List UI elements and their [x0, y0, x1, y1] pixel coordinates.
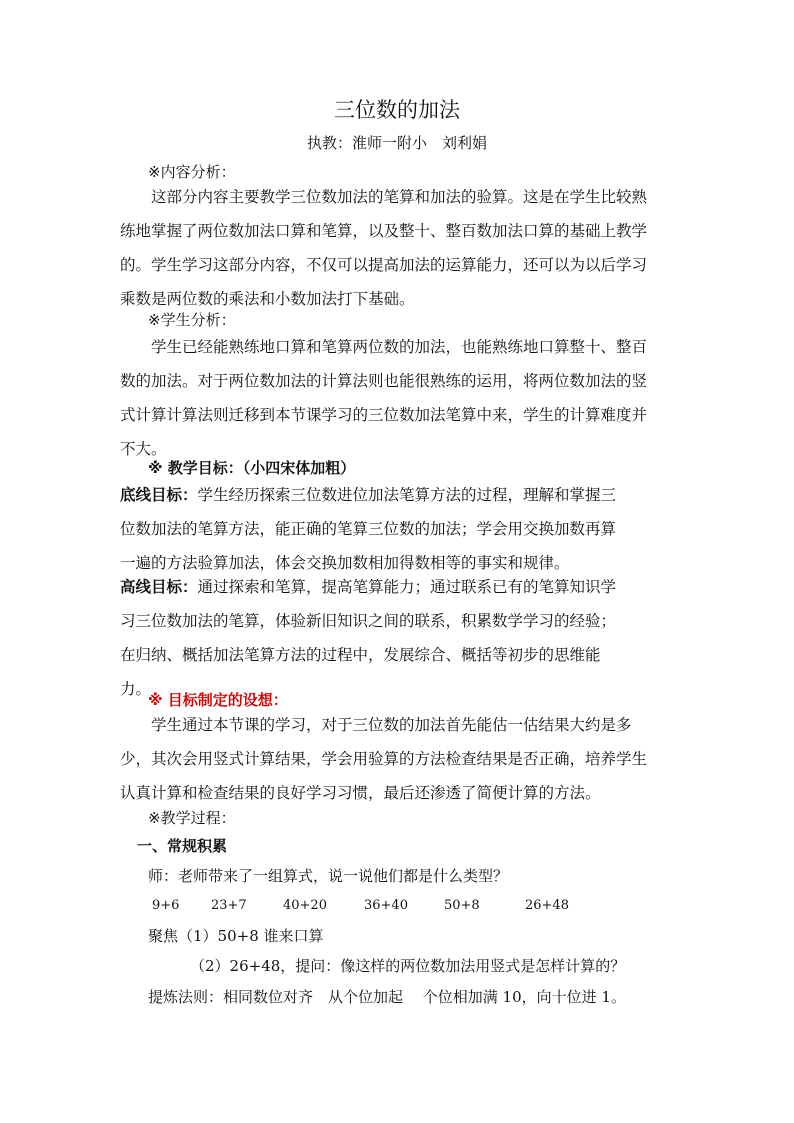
- paragraph-line: 数的加法。对于两位数加法的计算法则也能很熟练的运用，将两位数加法的竖: [120, 372, 648, 390]
- teaching-goals-heading: ※ 教学目标：（小四宋体加粗）: [148, 459, 356, 477]
- baseline-goal-paragraph: [120, 478, 680, 580]
- paragraph-line: 这部分内容主要教学三位数加法的笔算和加法的验算。这是在学生比较熟: [151, 188, 648, 206]
- formula-item: 9+6: [152, 898, 180, 913]
- paragraph-line: 认真计算和检查结果的良好学习习惯，最后还渗透了简便计算的方法。: [120, 784, 601, 802]
- student-analysis-paragraph: [120, 330, 680, 466]
- teaching-process-heading: ※教学过程：: [148, 809, 236, 827]
- paragraph-line: 练地掌握了两位数加法口算和笔算，以及整十、整百数加法口算的基础上教学: [120, 222, 648, 240]
- rule-summary-line: 提炼法则：相同数位对齐 从个位加起 个位相加满 10，向十位进 1。: [148, 988, 626, 1006]
- paragraph-line: 少，其次会用竖式计算结果，学会用验算的方法检查结果是否正确，培养学生: [120, 750, 648, 768]
- formula-item: 36+40: [364, 898, 408, 913]
- paragraph-line: 式计算计算法则迁移到本节课学习的三位数加法笔算中来，学生的计算难度并: [120, 406, 648, 424]
- formula-item: 50+8: [444, 898, 480, 913]
- highline-goal-paragraph: [120, 570, 680, 706]
- formula-item: 40+20: [283, 898, 327, 913]
- focus-line-1: 聚焦（1）50+8 谁来口算: [148, 927, 324, 945]
- author-line: 执教：淮师一附小 刘利娟: [306, 134, 487, 152]
- paragraph-line: 在归纳、概括加法笔算方法的过程中，发展综合、概括等初步的思维能: [120, 646, 601, 664]
- paragraph-line: 习三位数加法的笔算，体验新旧知识之间的联系，积累数学学习的经验；: [120, 612, 617, 630]
- content-analysis-paragraph: [120, 180, 680, 316]
- highline-goal-label: 高线目标：: [120, 578, 198, 596]
- paragraph-line: 学生通过本节课的学习，对于三位数的加法首先能估一估结果大约是多: [151, 716, 632, 734]
- goal-design-heading: ※ 目标制定的设想：: [148, 691, 288, 709]
- student-analysis-heading: ※学生分析：: [148, 311, 236, 329]
- paragraph-line: [120, 478, 680, 512]
- step1-heading: 一、常规积累: [137, 837, 228, 855]
- content-analysis-heading: ※内容分析：: [148, 163, 236, 181]
- paragraph-line: [120, 570, 680, 604]
- highline-goal-text: 通过探索和笔算，提高笔算能力；通过联系已有的笔算知识学: [197, 578, 617, 596]
- goal-design-paragraph: [120, 708, 680, 810]
- paragraph-line: 学生已经能熟练地口算和笔算两位数的加法，也能熟练地口算整十、整百: [151, 338, 648, 356]
- page-title: 三位数的加法: [334, 98, 460, 122]
- paragraph-line: 的。学生学习这部分内容，不仅可以提高加法的运算能力，还可以为以后学习: [120, 256, 648, 274]
- baseline-goal-label: 底线目标：: [120, 486, 198, 504]
- baseline-goal-text: 学生经历探索三位数进位加法笔算方法的过程，理解和掌握三: [197, 486, 617, 504]
- paragraph-line: 位数加法的笔算方法，能正确的笔算三位数的加法；学会用交换加数再算: [120, 520, 617, 538]
- teacher-prompt-line: 师：老师带来了一组算式，说一说他们都是什么类型？: [148, 867, 509, 885]
- paragraph-line: 力。: [120, 680, 152, 698]
- paragraph-line: 乘数是两位数的乘法和小数加法打下基础。: [120, 290, 415, 308]
- paragraph-line: 一遍的方法验算加法，体会交换加数相加得数相等的事实和规律。: [120, 554, 570, 572]
- formula-item: 23+7: [211, 898, 247, 913]
- focus-line-2: （2）26+48，提问：像这样的两位数加法用竖式是怎样计算的？: [190, 957, 626, 975]
- formula-item: 26+48: [525, 898, 569, 913]
- paragraph-line: 不大。: [120, 440, 167, 458]
